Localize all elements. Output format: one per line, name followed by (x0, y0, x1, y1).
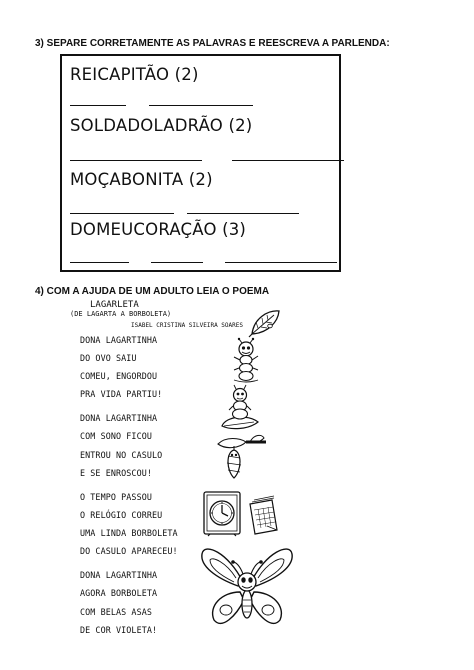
cocoon-icon (216, 434, 268, 480)
word-1: REICAPITÃO (2) (70, 65, 199, 84)
answer-line[interactable] (187, 213, 299, 214)
word-4: DOMEUCORAÇÃO (3) (70, 220, 247, 239)
word-2: SOLDADOLADRÃO (2) (70, 116, 253, 135)
caterpillar-icon (228, 340, 264, 384)
poem-line: O RELÓGIO CORREU (80, 510, 163, 520)
poem-line: DE COR VIOLETA! (80, 625, 158, 635)
poem-title: LAGARLETA (90, 300, 139, 310)
poem-line: COMEU, ENGORDOU (80, 371, 158, 381)
poem-line: AGORA BORBOLETA (80, 588, 158, 598)
poem-line: DONA LAGARTINHA (80, 413, 158, 423)
word-box (60, 54, 341, 272)
exercise-3-title: 3) SEPARE CORRETAMENTE AS PALAVRAS E REESCREVA A PARLENDA: (35, 38, 390, 49)
calendar-icon (246, 498, 280, 536)
answer-line[interactable] (70, 262, 129, 263)
poem-line: O TEMPO PASSOU (80, 492, 152, 502)
clock-icon (202, 488, 242, 536)
leaf-icon (248, 308, 282, 338)
answer-line[interactable] (70, 213, 174, 214)
caterpillar-on-leaf-icon (220, 386, 260, 430)
butterfly-icon (198, 542, 296, 634)
poem-line: COM SONO FICOU (80, 431, 152, 441)
poem-line: DONA LAGARTINHA (80, 335, 158, 345)
poem-line: ENTROU NO CASULO (80, 450, 163, 460)
poem-subtitle: (DE LAGARTA A BORBOLETA) (70, 310, 172, 318)
poem-line: COM BELAS ASAS (80, 607, 152, 617)
poem-line: E SE ENROSCOU! (80, 468, 152, 478)
poem-line: UMA LINDA BORBOLETA (80, 528, 178, 538)
poem-line: DO CASULO APARECEU! (80, 546, 178, 556)
answer-line[interactable] (70, 105, 126, 106)
poem-line: PRA VIDA PARTIU! (80, 389, 163, 399)
exercise-4-title: 4) COM A AJUDA DE UM ADULTO LEIA O POEMA (35, 286, 270, 297)
poem-line: DONA LAGARTINHA (80, 570, 158, 580)
poem-line: DO OVO SAIU (80, 353, 137, 363)
answer-line[interactable] (149, 105, 253, 106)
answer-line[interactable] (232, 160, 344, 161)
answer-line[interactable] (225, 262, 337, 263)
answer-line[interactable] (151, 262, 203, 263)
poem-author: ISABEL CRISTINA SILVEIRA SOARES (131, 322, 243, 329)
word-3: MOÇABONITA (2) (70, 170, 213, 189)
answer-line[interactable] (70, 160, 202, 161)
